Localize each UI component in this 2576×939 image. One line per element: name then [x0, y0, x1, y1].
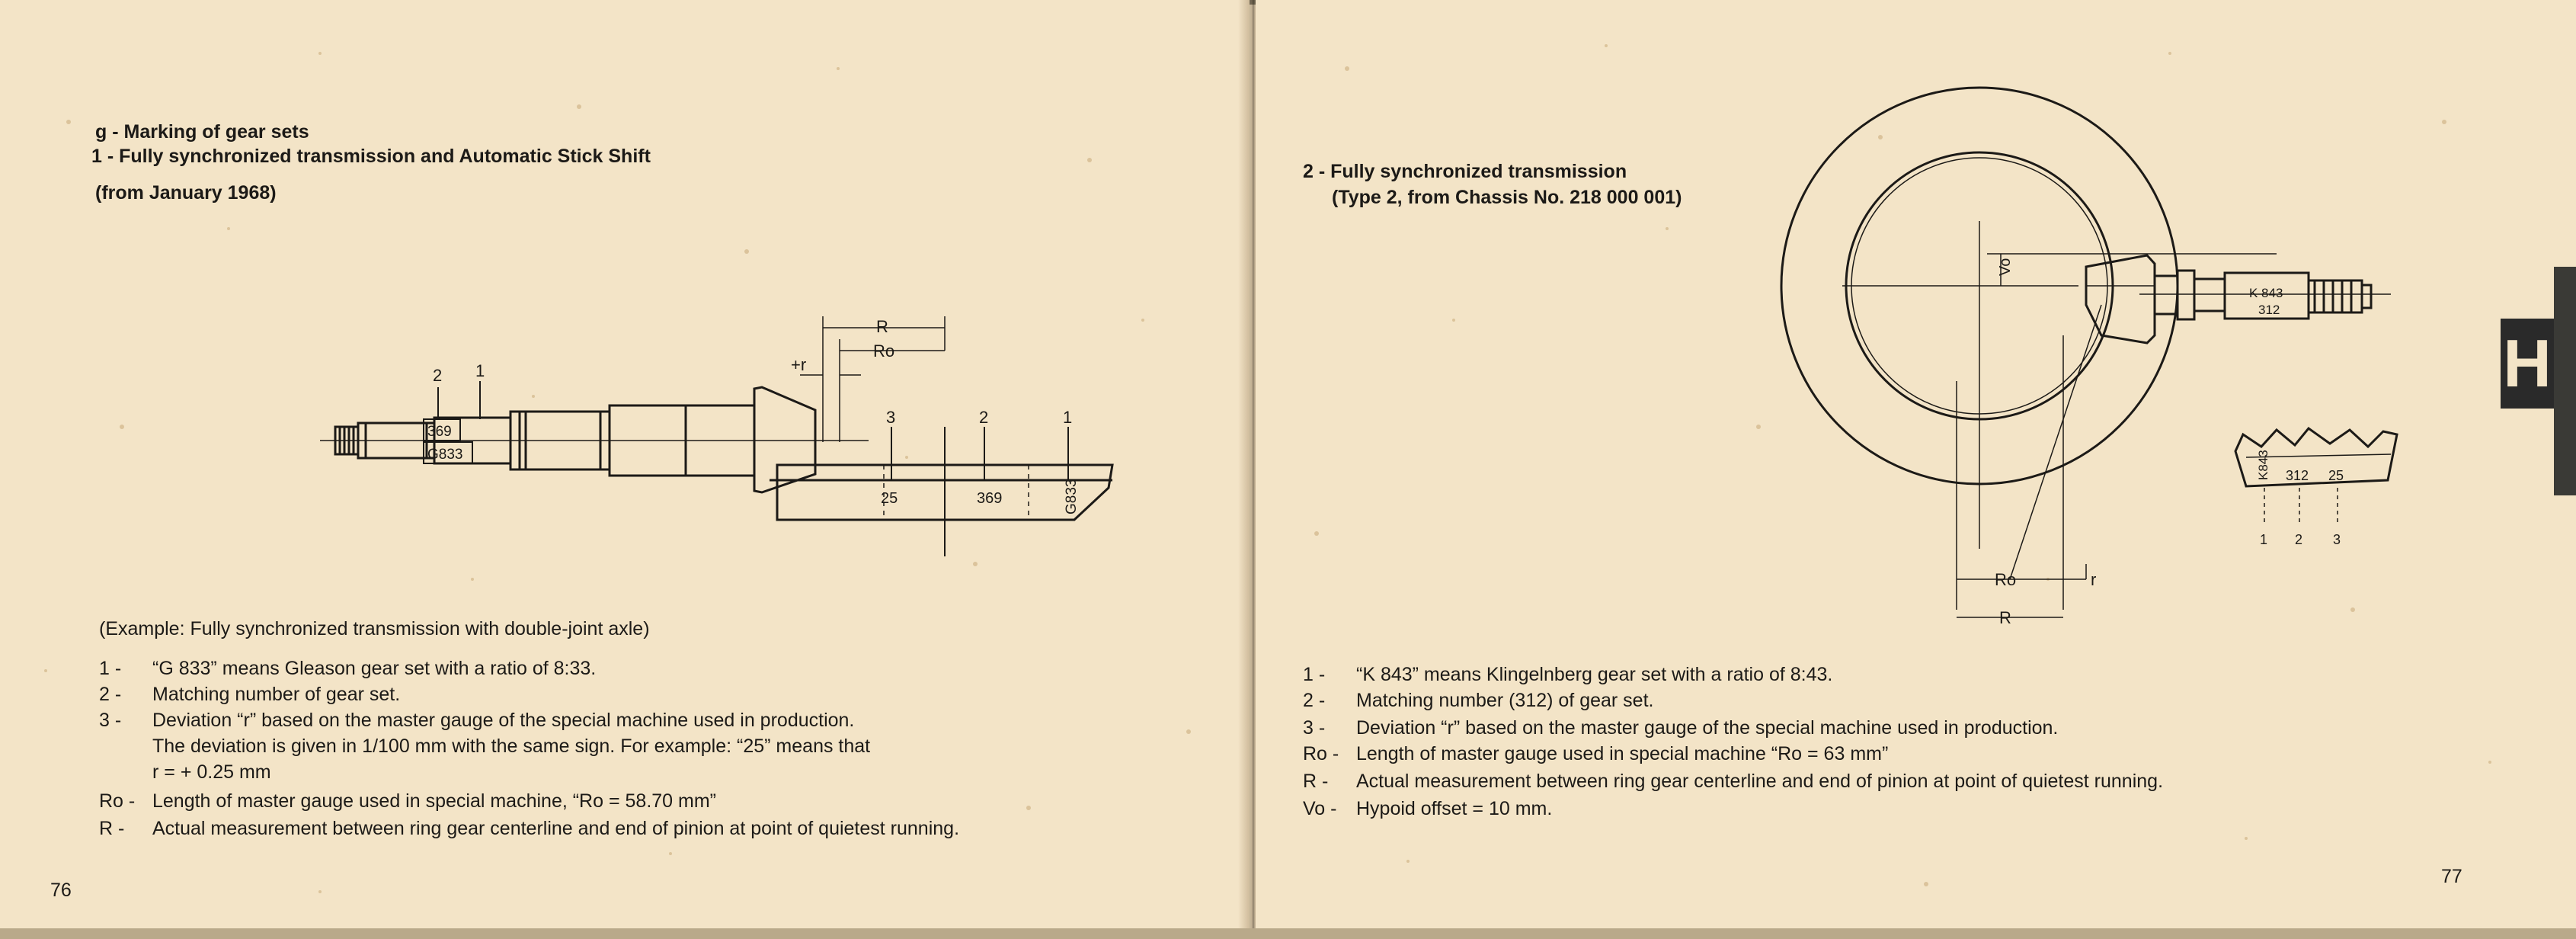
tooth-mark-312: 312 — [2286, 468, 2309, 483]
list-item: 3 - Deviation “r” based on the master gauge of the special machine used in production. — [1303, 717, 2059, 739]
subsection-heading-1: 1 - Fully synchronized transmission and Automatic Stick Shift — [91, 146, 651, 167]
ring-callout-1: 1 — [1063, 408, 1073, 427]
tooth-mark-k843: K843 — [2256, 450, 2270, 480]
tooth-callout-3: 3 — [2333, 532, 2341, 547]
section-heading-g: g - Marking of gear sets — [95, 121, 309, 143]
label-R: R — [876, 317, 888, 336]
subsection-heading-1-sub: (from January 1968) — [95, 182, 277, 204]
label-r: +r — [791, 355, 807, 374]
section-tab-label: H — [2503, 325, 2552, 401]
list-item: Ro - Length of master gauge used in special machine “Ro = 63 mm” — [1303, 743, 1889, 764]
list-item: R - Actual measurement between ring gear centerline and end of pinion at point of quietest running. — [1303, 771, 2164, 792]
list-item: 2 - Matching number of gear set. — [99, 684, 401, 705]
page-number: 77 — [2441, 866, 2462, 887]
ring-callout-3: 3 — [886, 408, 896, 427]
label-R: R — [1999, 608, 2011, 627]
book-bottom-edge — [0, 928, 2576, 939]
list-item: The deviation is given in 1/100 mm with the same sign. For example: “25” means that — [152, 735, 871, 757]
page-edge-shade — [2554, 267, 2576, 495]
gear-set-diagram-type2 — [1758, 76, 2444, 640]
label-r: r — [2091, 570, 2097, 589]
list-item: 2 - Matching number (312) of gear set. — [1303, 690, 1654, 711]
pinion-mark-k843: K 843 — [2249, 286, 2283, 300]
ring-mark-g833: G833 — [1064, 479, 1080, 514]
pinion-mark-312: 312 — [2258, 303, 2280, 317]
list-item: 3 - Deviation “r” based on the master gauge of the special machine used in production. — [99, 710, 855, 731]
tooth-callout-1: 1 — [2260, 532, 2268, 547]
pinion-callout-1: 1 — [475, 361, 485, 380]
page-76 — [0, 0, 1250, 939]
subsection-heading-2-sub: (Type 2, from Chassis No. 218 000 001) — [1332, 187, 1682, 208]
tooth-callout-2: 2 — [2295, 532, 2303, 547]
gear-set-diagram-type1 — [320, 305, 1143, 564]
pinion-mark-369: 369 — [427, 424, 452, 440]
label-Ro: Ro — [1995, 570, 2017, 589]
pinion-callout-2: 2 — [433, 366, 443, 385]
list-item: R - Actual measurement between ring gear centerline and end of pinion at point of quietest running. — [99, 818, 960, 839]
list-item: Ro - Length of master gauge used in special machine, “Ro = 58.70 mm” — [99, 790, 716, 812]
label-Vo: Vo — [1997, 258, 2014, 276]
subsection-heading-2: 2 - Fully synchronized transmission — [1303, 161, 1627, 182]
ring-callout-2: 2 — [979, 408, 989, 427]
ring-mark-369: 369 — [977, 490, 1003, 507]
tooth-mark-25: 25 — [2328, 468, 2344, 483]
pinion-mark-g833: G833 — [427, 447, 463, 463]
list-item: 1 - “K 843” means Klingelnberg gear set with a ratio of 8:43. — [1303, 664, 1833, 685]
list-item: r = + 0.25 mm — [152, 761, 271, 783]
section-tab-h[interactable] — [2501, 319, 2554, 409]
label-Ro: Ro — [873, 341, 895, 361]
example-caption: (Example: Fully synchronized transmission with double-joint axle) — [99, 618, 650, 639]
page-77 — [1256, 0, 2576, 939]
list-item: 1 - “G 833” means Gleason gear set with a ratio of 8:33. — [99, 658, 597, 679]
list-item: Vo - Hypoid offset = 10 mm. — [1303, 798, 1553, 819]
ring-mark-25: 25 — [881, 490, 898, 507]
page-number: 76 — [50, 880, 72, 901]
